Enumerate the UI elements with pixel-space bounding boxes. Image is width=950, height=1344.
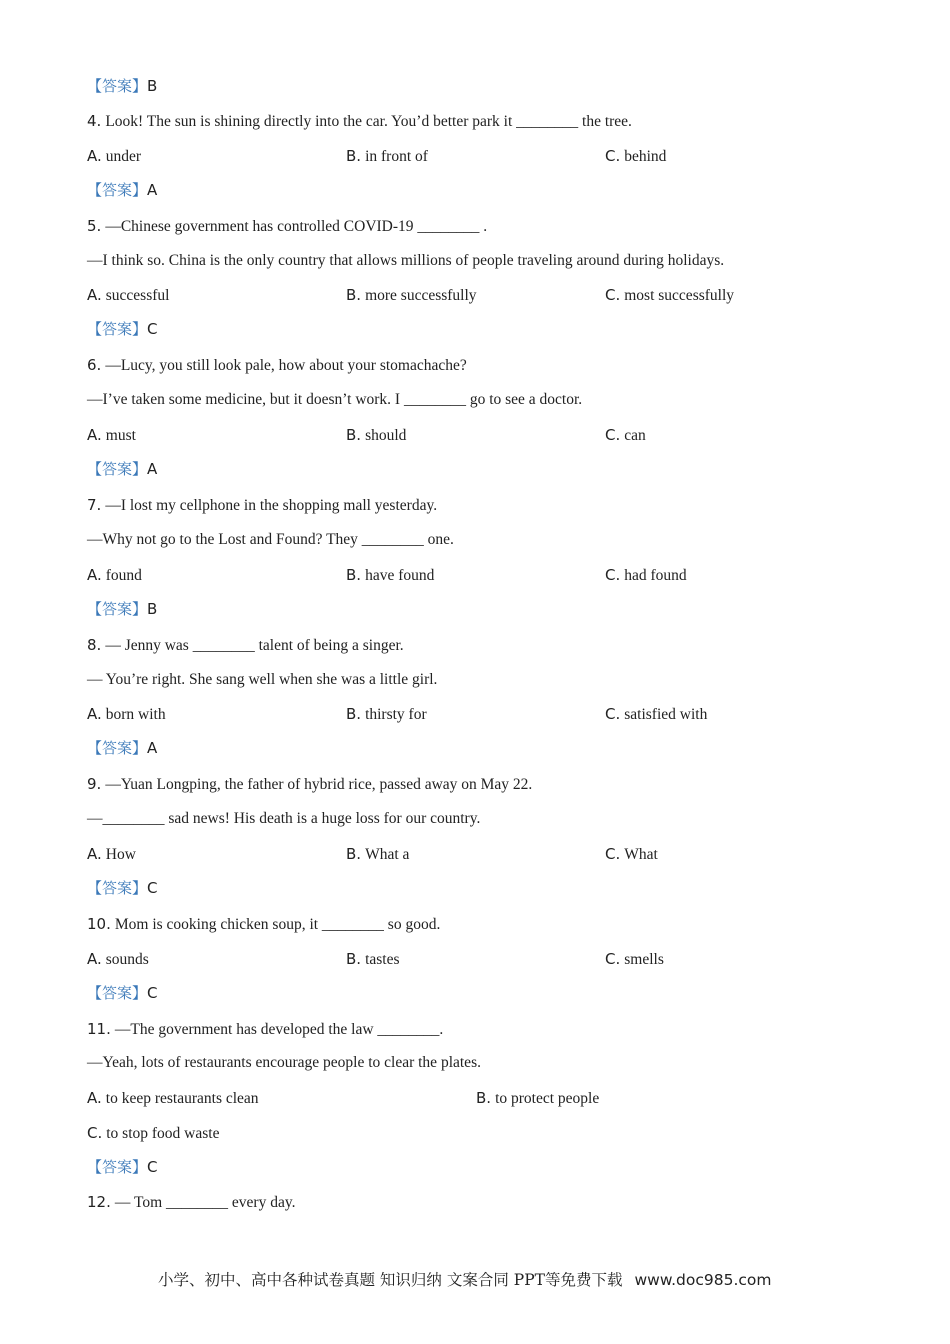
option-text: to keep restaurants clean <box>105 1090 259 1107</box>
answer-value: C <box>147 984 158 1002</box>
option-letter: B. <box>346 147 362 165</box>
option-letter: C. <box>605 950 621 968</box>
question-5-option-b <box>346 284 477 306</box>
question-text: Look! The sun is shining directly into the car. You’d better park it ________ the tree. <box>105 113 632 130</box>
answer-line <box>87 318 158 340</box>
question-number: 8. <box>87 636 102 654</box>
question-4-option-a <box>87 145 141 167</box>
option-text: satisfied with <box>624 706 708 723</box>
question-10-option-a <box>87 948 149 970</box>
question-10-option-b <box>346 948 400 970</box>
question-5-option-c <box>605 284 734 306</box>
question-text: — Tom ________ every day. <box>114 1194 296 1211</box>
answer-tag: 【答案】 <box>87 984 148 1002</box>
question-8-option-a <box>87 703 166 725</box>
option-letter: A. <box>87 1089 102 1107</box>
question-8-option-b <box>346 703 427 725</box>
option-text: more successfully <box>365 287 477 304</box>
question-11-line2: —Yeah, lots of restaurants encourage people to clear the plates. <box>87 1054 481 1071</box>
option-text: to stop food waste <box>106 1125 220 1142</box>
question-8-option-c <box>605 703 707 725</box>
option-letter: A. <box>87 950 102 968</box>
option-letter: B. <box>476 1089 492 1107</box>
option-text: must <box>105 427 136 444</box>
option-letter: B. <box>346 705 362 723</box>
answer-tag: 【答案】 <box>87 600 148 618</box>
question-8-stem <box>87 634 404 656</box>
option-text: smells <box>624 951 664 968</box>
option-text: What a <box>365 846 410 863</box>
option-text: How <box>105 846 136 863</box>
option-letter: A. <box>87 705 102 723</box>
answer-value: B <box>147 600 158 618</box>
answer-line <box>87 982 158 1004</box>
option-text: found <box>105 567 142 584</box>
question-9-option-a <box>87 843 136 865</box>
question-6-option-b <box>346 424 406 446</box>
question-11-option-b <box>476 1087 599 1109</box>
answer-value: C <box>147 879 158 897</box>
question-text: —Yuan Longping, the father of hybrid rice, passed away on May 22. <box>105 776 533 793</box>
question-11-stem <box>87 1018 443 1040</box>
footer-text: 小学、初中、高中各种试卷真题 知识归纳 文案合同 PPT等免费下载 <box>158 1271 623 1289</box>
option-letter: C. <box>605 845 621 863</box>
question-8-line2: — You’re right. She sang well when she was a little girl. <box>87 671 438 688</box>
question-text: —Lucy, you still look pale, how about your stomachache? <box>105 357 467 374</box>
answer-line <box>87 458 157 480</box>
option-letter: C. <box>605 147 621 165</box>
option-letter: B. <box>346 845 362 863</box>
question-11-option-a <box>87 1087 259 1109</box>
answer-tag: 【答案】 <box>87 320 148 338</box>
question-4-option-c <box>605 145 666 167</box>
question-7-line2: —Why not go to the Lost and Found? They ________ one. <box>87 531 454 548</box>
answer-value: A <box>147 739 158 757</box>
question-5-stem <box>87 215 487 237</box>
question-5-line2: —I think so. China is the only country that allows millions of people traveling around during holidays. <box>87 252 725 269</box>
question-9-option-c <box>605 843 658 865</box>
answer-line <box>87 598 157 620</box>
answer-line <box>87 179 157 201</box>
answer-value: B <box>147 77 158 95</box>
option-text: thirsty for <box>365 706 427 723</box>
answer-line <box>87 75 157 97</box>
option-letter: C. <box>87 1124 103 1142</box>
question-number: 10. <box>87 915 111 933</box>
question-7-option-b <box>346 564 434 586</box>
question-number: 4. <box>87 112 102 130</box>
question-4-option-b <box>346 145 428 167</box>
question-number: 5. <box>87 217 102 235</box>
question-text: Mom is cooking chicken soup, it ________ so good. <box>114 916 441 933</box>
question-text: —I lost my cellphone in the shopping mall yesterday. <box>105 497 438 514</box>
option-text: under <box>105 148 142 165</box>
question-4-stem <box>87 110 632 132</box>
answer-value: C <box>147 320 158 338</box>
option-letter: A. <box>87 845 102 863</box>
option-letter: B. <box>346 426 362 444</box>
question-number: 7. <box>87 496 102 514</box>
question-7-option-c <box>605 564 687 586</box>
answer-tag: 【答案】 <box>87 77 148 95</box>
question-6-option-a <box>87 424 136 446</box>
question-9-option-b <box>346 843 409 865</box>
option-text: should <box>365 427 407 444</box>
question-number: 6. <box>87 356 102 374</box>
question-6-stem <box>87 354 467 376</box>
option-letter: B. <box>346 950 362 968</box>
option-letter: C. <box>605 566 621 584</box>
question-number: 9. <box>87 775 102 793</box>
question-number: 12. <box>87 1193 111 1211</box>
option-text: behind <box>624 148 667 165</box>
question-10-option-c <box>605 948 664 970</box>
question-6-line2: —I’ve taken some medicine, but it doesn’t work. I ________ go to see a doctor. <box>87 391 583 408</box>
option-letter: A. <box>87 566 102 584</box>
option-letter: C. <box>605 426 621 444</box>
option-letter: A. <box>87 286 102 304</box>
answer-value: C <box>147 1158 158 1176</box>
answer-tag: 【答案】 <box>87 879 148 897</box>
answer-line <box>87 1156 158 1178</box>
answer-tag: 【答案】 <box>87 739 148 757</box>
answer-tag: 【答案】 <box>87 181 148 199</box>
option-letter: B. <box>346 566 362 584</box>
answer-tag: 【答案】 <box>87 1158 148 1176</box>
answer-line <box>87 737 157 759</box>
question-7-option-a <box>87 564 142 586</box>
question-9-stem <box>87 773 532 795</box>
option-text: tastes <box>365 951 400 968</box>
question-10-stem <box>87 913 440 935</box>
option-letter: C. <box>605 286 621 304</box>
question-12-stem <box>87 1191 295 1213</box>
option-text: most successfully <box>624 287 735 304</box>
option-text: have found <box>365 567 435 584</box>
question-text: —Chinese government has controlled COVID-19 ________ . <box>105 218 488 235</box>
question-7-stem <box>87 494 437 516</box>
option-letter: A. <box>87 426 102 444</box>
option-letter: B. <box>346 286 362 304</box>
option-text: successful <box>105 287 170 304</box>
option-text: What <box>624 846 658 863</box>
question-number: 11. <box>87 1020 111 1038</box>
question-11-option-c <box>87 1122 219 1144</box>
option-text: can <box>624 427 646 444</box>
answer-value: A <box>147 460 158 478</box>
option-text: sounds <box>105 951 149 968</box>
option-text: to protect people <box>495 1090 600 1107</box>
question-5-option-a <box>87 284 169 306</box>
page-footer <box>158 1268 771 1290</box>
question-text: —The government has developed the law ________. <box>114 1021 444 1038</box>
option-text: born with <box>105 706 166 723</box>
answer-tag: 【答案】 <box>87 460 148 478</box>
option-letter: A. <box>87 147 102 165</box>
question-9-line2: —________ sad news! His death is a huge loss for our country. <box>87 810 481 827</box>
option-letter: C. <box>605 705 621 723</box>
footer-url[interactable]: www.doc985.com <box>634 1271 772 1289</box>
option-text: had found <box>624 567 687 584</box>
question-6-option-c <box>605 424 646 446</box>
question-text: — Jenny was ________ talent of being a singer. <box>105 637 404 654</box>
answer-value: A <box>147 181 158 199</box>
answer-line <box>87 877 158 899</box>
option-text: in front of <box>365 148 428 165</box>
